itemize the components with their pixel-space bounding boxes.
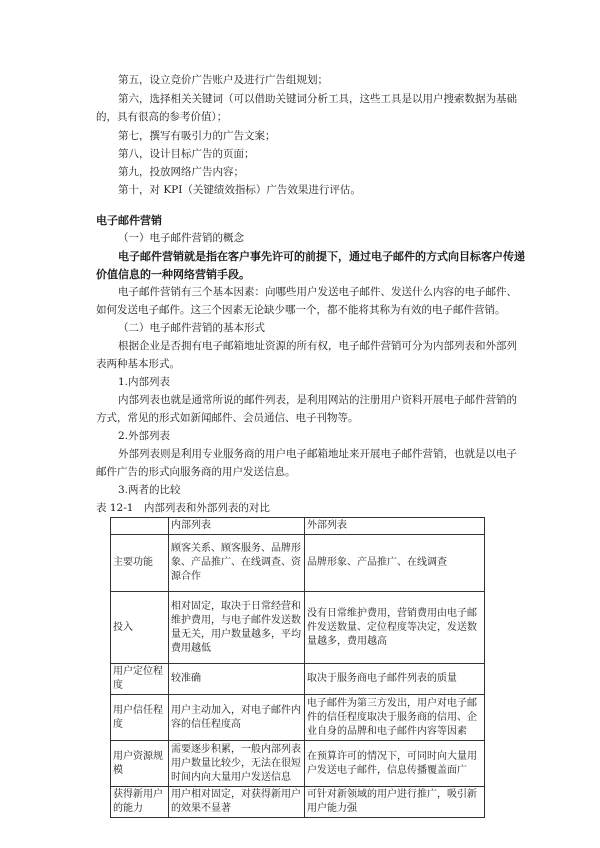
definition-line-1: 电子邮件营销就是指在客户事先许可的前提下，通过电子邮件的方式向目标客户传递 [118, 250, 525, 263]
table-row [111, 695, 485, 741]
external-line-1: 外部列表则是利用专业服务商的用户电子邮箱地址来开展电子邮件营销，也就是以电子 [118, 448, 517, 460]
internal-cell: 用户主动加入，对电子邮件内容的信任程度高 [169, 695, 305, 741]
external-cell: 在预算许可的情况下，可同时向大量用户发送电子邮件，信息传播覆盖面广 [305, 741, 485, 787]
table-row [111, 535, 485, 592]
definition-line-2: 价值信息的一种网络营销手段。 [96, 268, 250, 281]
external-cell: 取决于服务商电子邮件列表的质量 [305, 664, 485, 695]
step-9: 第九，投放网络广告内容； [118, 166, 244, 178]
row-label: 用户资源规模 [111, 741, 169, 787]
external-cell: 可针对新领域的用户进行推广，吸引新用户能力强 [305, 787, 485, 818]
step-6-cont: 的，具有很高的参考价值）； [96, 111, 228, 123]
table-row [111, 592, 485, 664]
forms-line-1: 根据企业是否拥有电子邮箱地址资源的所有权，电子邮件营销可分为内部列表和外部列 [118, 340, 517, 352]
step-8: 第八，设计目标广告的页面； [118, 148, 255, 160]
comparison-title: 3.两者的比较 [118, 484, 181, 496]
table-row [111, 787, 485, 818]
internal-line-2: 方式，常见的形式如新闻邮件、会员通信、电子刊物等。 [96, 412, 359, 424]
comparison-table [110, 517, 485, 818]
forms-line-2: 表两种基本形式。 [96, 358, 180, 370]
subsection-concept: （一）电子邮件营销的概念 [118, 232, 244, 244]
step-6: 第六，选择相关关键词（可以借助关键词分析工具，这些工具是以用户搜索数据为基础 [118, 93, 517, 105]
internal-list-title: 1.内部列表 [118, 376, 171, 388]
row-label: 用户定位程度 [111, 664, 169, 695]
subsection-forms: （二）电子邮件营销的基本形式 [118, 322, 265, 334]
external-cell: 电子邮件为第三方发出，用户对电子邮件的信任程度取决于服务商的信用、企业自身的品牌和电子邮件内容等因素 [305, 695, 485, 741]
external-line-2: 邮件广告的形式向服务商的用户发送信息。 [96, 466, 296, 478]
internal-cell: 顾客关系、顾客服务、品牌形象、产品推广、在线调查、资源合作 [169, 535, 305, 592]
step-5: 第五，设立竞价广告账户及进行广告组规划； [118, 74, 328, 86]
internal-cell: 较准确 [169, 664, 305, 695]
header-cell-empty [111, 518, 169, 535]
row-label: 主要功能 [111, 535, 169, 592]
table-row [111, 741, 485, 787]
factors-line-2: 如何发送电子邮件。这三个因素无论缺少哪一个，都不能将其称为有效的电子邮件营销。 [96, 304, 506, 316]
external-cell: 品牌形象、产品推广、在线调查 [305, 535, 485, 592]
internal-line-1: 内部列表也就是通常所说的邮件列表，是利用网站的注册用户资料开展电子邮件营销的 [118, 394, 517, 406]
internal-cell: 用户相对固定，对获得新用户的效果不显著 [169, 787, 305, 818]
row-label: 投入 [111, 592, 169, 664]
table-caption: 表 12-1 内部列表和外部列表的对比 [96, 502, 270, 514]
section-title: 电子邮件营销 [96, 214, 162, 227]
row-label: 获得新用户的能力 [111, 787, 169, 818]
row-label: 用户信任程度 [111, 695, 169, 741]
table-header-row [111, 518, 485, 535]
internal-cell: 需要逐步积累，一般内部列表用户数量比较少，无法在很短时间内向大量用户发送信息 [169, 741, 305, 787]
header-cell-internal: 内部列表 [169, 518, 305, 535]
step-7: 第七，撰写有吸引力的广告文案； [118, 130, 276, 142]
external-list-title: 2.外部列表 [118, 430, 171, 442]
header-cell-external: 外部列表 [305, 518, 485, 535]
step-10: 第十，对 KPI（关键绩效指标）广告效果进行评估。 [118, 184, 361, 196]
table-row [111, 664, 485, 695]
external-cell: 没有日常维护费用，营销费用由电子邮件发送数量、定位程度等决定，发送数量越多，费用越高 [305, 592, 485, 664]
factors-line-1: 电子邮件营销有三个基本因素：向哪些用户发送电子邮件、发送什么内容的电子邮件、 [118, 286, 517, 298]
internal-cell: 相对固定，取决于日常经营和维护费用，与电子邮件发送数量无关，用户数量越多，平均费用越低 [169, 592, 305, 664]
